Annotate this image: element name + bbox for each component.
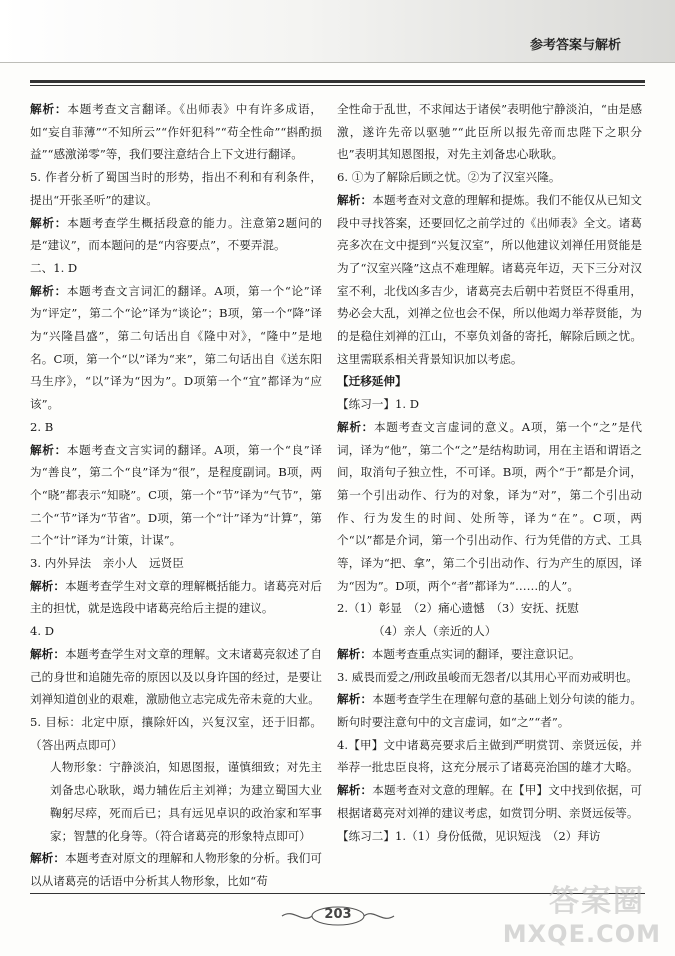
left-para-7: 3. 内外异法 亲小人 远贤臣 (30, 556, 184, 571)
right-column (337, 98, 642, 847)
right-para-7: （4）亲人（亲近的人） (373, 624, 497, 639)
right-para-11: 4.【甲】文中诸葛亮要求后主做到严明赏罚、亲贤远佞，并举荐一批忠臣良将，这充分展示了诸葛亮治国的雄才大略。 (337, 737, 642, 775)
right-para-4: 【练习一】1. D (337, 397, 420, 412)
left-para-11: 5. 目标：北定中原，攘除奸凶，兴复汉室，还于旧都。（答出两点即可） (30, 714, 322, 752)
left-para-4: 解析：本题考查文言词汇的翻译。A项，第一个“论”译为“评定”，第二个“论”译为“谈论”；B项，第一个“降”译为“兴隆昌盛”，第二句话出自《隆中对》，“隆中”是地名。C项，第一个“以”译为“来”，第二句话出自《送东阳马生序》，“以”译为“因为”。D项第一个“宜”都译为“应该”。 (30, 283, 322, 412)
right-para-12: 解析：本题考查对文意的理解。在【甲】文中找到依据，可根据诸葛亮对刘禅的建议考虑，如赏罚分明、亲贤远佞等。 (337, 783, 642, 820)
left-para-9: 4. D (30, 624, 55, 639)
header-title: 参考答案与解析 (529, 38, 621, 53)
left-para-2: 解析：本题考查学生概括段意的能力。注意第2题问的是“建议”，而本题问的是“内容要点”，不要弄混。 (30, 215, 322, 253)
left-para-10: 解析：本题考查学生对文章的理解。文末诸葛亮叙述了自己的身世和追随先帝的原因以及以身许国的经过，是要让刘禅知道创业的艰难，激励他立志完成先帝未竟的大业。 (30, 646, 322, 707)
left-para-12: 人物形象：宁静淡泊，知恩图报，谨慎细致；对先主刘备忠心耿耿，竭力辅佐后主刘禅；为建立蜀国大业鞠躬尽瘁，死而后已；具有远见卓识的政治家和军事家；智慧的化身等。（符合诸葛亮的形象特点即可） (50, 760, 322, 843)
right-para-2: 解析：本题考查对文意的理解和提炼。我们不能仅从已知文段中寻找答案，还要回忆之前学过的《出师表》全文。诸葛亮多次在文中提到“兴复汉室”，所以他建议刘禅任用贤能是为了“汉室兴隆”这点不难理解。诸葛亮年迈，天下三分对汉室不利，北伐凶多吉少，诸葛亮去后朝中若贤臣不得重用，势必会大乱，刘禅之位也会不保，所以他竭力举荐贤能，为的是稳住刘禅的江山，不辜负刘备的寄托，解除后顾之忧。这里需联系相关背景知识加以考虑。 (337, 192, 642, 366)
right-para-10: 解析：本题考查学生在理解句意的基础上划分句读的能力。断句时要注意句中的文言虚词，如“之”“者”。 (337, 692, 642, 729)
left-para-0: 解析：本题考查文言翻译。《出师表》中有许多成语，如“妄自菲薄”“不知所云”“作奸犯科”“苟全性命”“斟酌损益”“感激涕零”等，我们要注意结合上下文进行翻译。 (30, 102, 322, 162)
page-number: 203 (324, 907, 352, 922)
left-para-8: 解析：本题考查学生对文章的理解概括能力。诸葛亮对后主的担忧，就是选段中诸葛亮给后主提的建议。 (30, 578, 322, 616)
header-divider (30, 80, 645, 86)
left-para-3: 二、1. D (30, 260, 78, 275)
left-para-1: 5. 作者分析了蜀国当时的形势，指出不利和有利条件，提出“开张圣听”的建议。 (30, 170, 322, 207)
right-para-0: 全性命于乱世，不求闻达于诸侯”表明他宁静淡泊，“由是感激，遂许先帝以驱驰”“此臣所以报先帝而忠陛下之职分也”表明其知恩图报，对先主刘备忠心耿耿。 (337, 102, 642, 162)
right-para-6: 2.（1）彰显 （2）痛心遗憾 （3）安抚、抚慰 (337, 601, 579, 616)
left-para-13: 解析：本题考查对原文的理解和人物形象的分析。我们可以从诸葛亮的话语中分析其人物形象，比如“苟 (30, 851, 322, 888)
right-para-8: 解析：本题考查重点实词的翻译，要注意识记。 (337, 646, 581, 661)
left-column (30, 98, 322, 893)
left-para-5: 2. B (30, 419, 54, 434)
watermark-logo (502, 876, 667, 952)
right-section-heading: 【迁移延伸】 (337, 374, 407, 389)
page-header (0, 0, 675, 63)
right-para-1: 6. ①为了解除后顾之忧。②为了汉室兴隆。 (337, 170, 561, 185)
right-para-13: 【练习二】1.（1）身份低微，见识短浅 （2）拜访 (337, 828, 601, 843)
watermark-bottom-text: MXQE.COM (502, 920, 661, 948)
right-para-9: 3. 威畏而爱之/刑政虽峻而无怨者/以其用心平而劝戒明也。 (337, 669, 638, 684)
left-para-6: 解析：本题考查文言实词的翻译。A项，第一个“良”译为“善良”，第二个“良”译为“很”，是程度副词。B项，两个“晓”都表示“知晓”。C项，第一个“节”译为“气节”，第二个“节”译为“节省”。D项，第一个“计”译为“计算”，第二个“计”译为“计策，计谋”。 (30, 442, 322, 548)
watermark-top-text: 答案圈 (549, 884, 645, 919)
right-para-5: 解析：本题考查文言虚词的意义。A项，第一个“之”是代词，译为“他”，第二个“之”是结构助词，用在主语和谓语之间，取消句子独立性，不可译。B项，两个“于”都是介词，第一个引出动作、行为的对象，译为“对”，第二个引出动作、行为发生的时间、处所等，译为“在”。C项，两个“以”都是介词，第一个引出动作、行为凭借的方式、工具等，译为“把、拿”，第二个引出动作、行为产生的原因，译为“因为”。D项，两个“者”都译为“……的人”。 (337, 419, 642, 593)
